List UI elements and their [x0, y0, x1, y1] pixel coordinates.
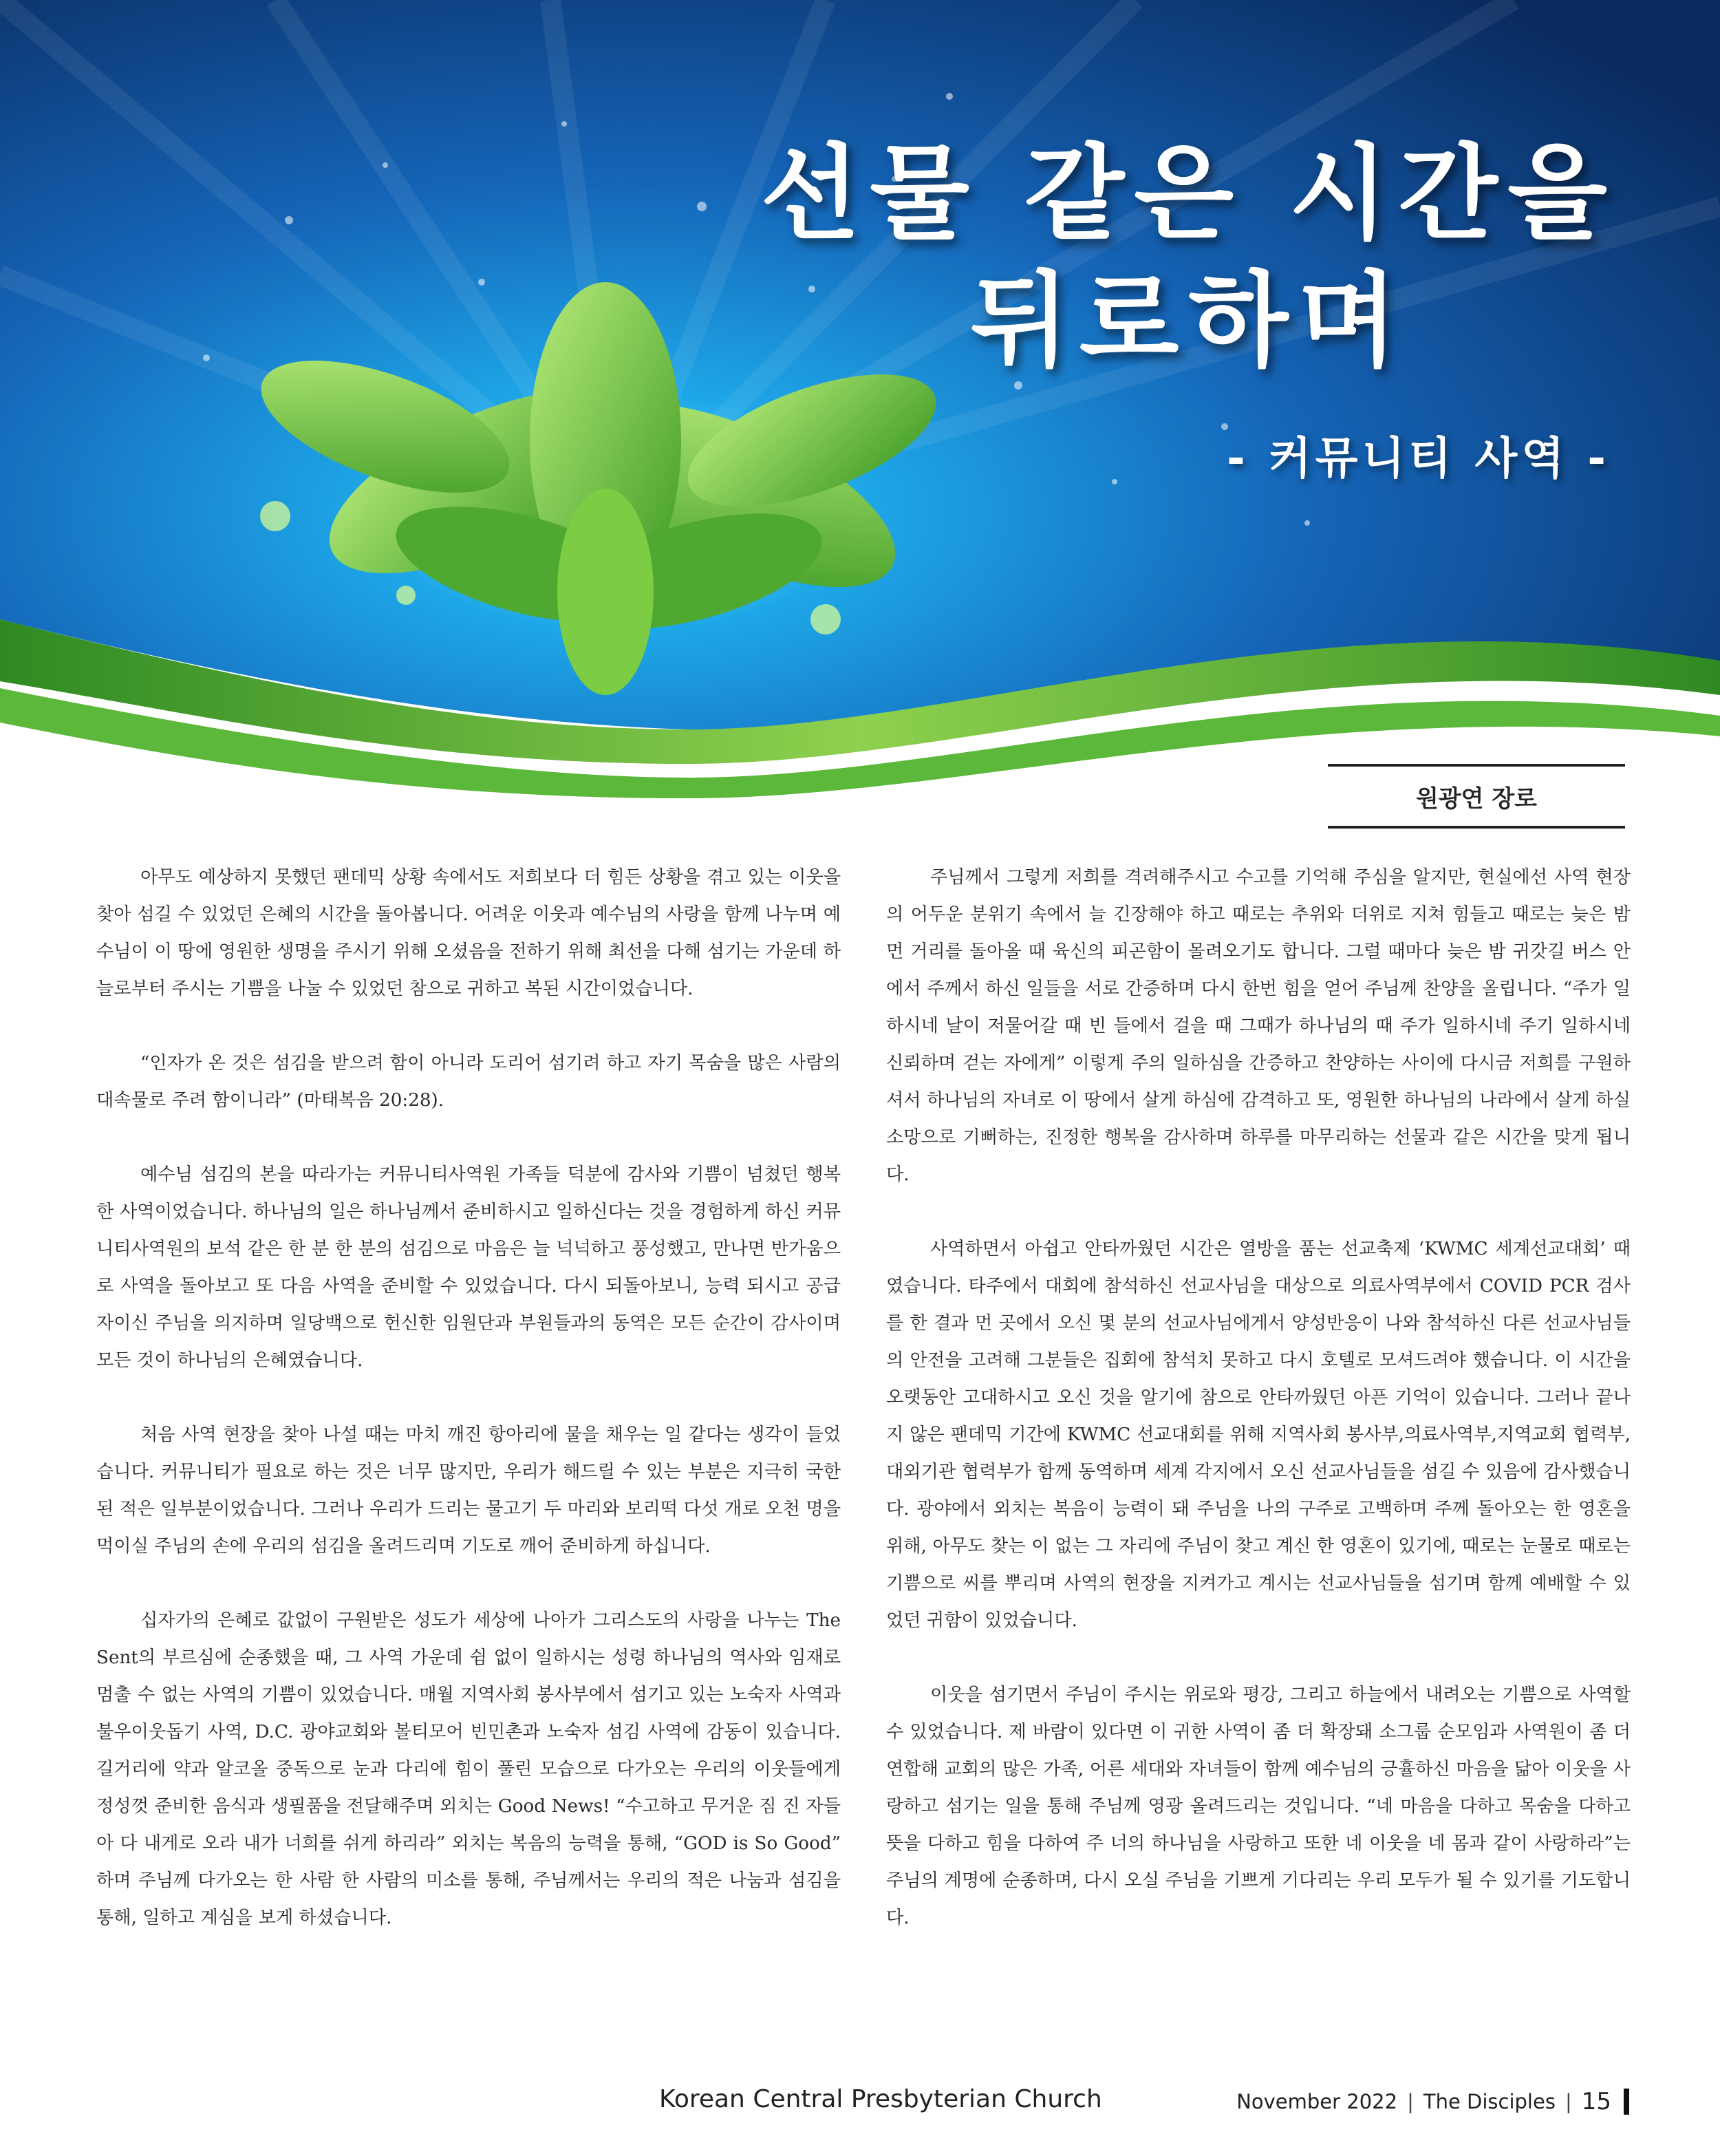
page-number: 15 [1581, 2088, 1611, 2115]
paragraph: 아무도 예상하지 못했던 팬데믹 상황 속에서도 저희보다 더 힘든 상황을 겪고 있는 이웃을 찾아 섬길 수 있었던 은혜의 시간을 돌아봅니다. 어려운 이웃과 예수님의 사랑을 함께 나누며 예수님이 이 땅에 영원한 생명을 주시기 위해 오셨음을 전하기 위해 최선을 다해 섬기는 가운데 하늘로부터 주시는 기쁨을 나눌 수 있었던 참으로 귀하고 복된 시간이었습니다. [96, 867, 841, 999]
footer-separator: | [1565, 2090, 1572, 2113]
right-column [886, 859, 1631, 1974]
page-marker-bar [1624, 2089, 1629, 2115]
article-subtitle: - 커뮤니티 사역 - [1227, 434, 1610, 484]
left-column [96, 859, 841, 1974]
author-name: 원광연 장로 [1415, 785, 1538, 813]
church-name: Korean Central Presbyterian Church [659, 2085, 1102, 2113]
title-line-2: 뒤로하며 [969, 262, 1408, 381]
paragraph: 사역하면서 아쉽고 안타까웠던 시간은 열방을 품는 선교축제 ‘KWMC 세계선교대회’ 때였습니다. 타주에서 대회에 참석하신 선교사님을 대상으로 의료사역부에서 COVID PCR 검사를 한 결과 먼 곳에서 오신 몇 분의 선교사님에게서 양성반응이 나와 참석하신 다른 선교사님들의 안전을 고려해 그분들은 집회에 참석치 못하고 다시 호텔로 모셔드려야 했습니다. 이 시간을 오랫동안 고대하시고 오신 것을 알기에 참으로 안타까웠던 아픈 기억이 있습니다. 그러나 끝나지 않은 팬데믹 기간에 KWMC 선교대회를 위해 지역사회 봉사부,의료사역부,지역교회 협력부,대외기관 협력부가 함께 동역하며 세계 각지에서 오신 선교사님들을 섬길 수 있음에 감사했습니다. 광야에서 외치는 복음이 능력이 돼 주님을 나의 구주로 고백하며 주께 돌아오는 한 영혼을 위해, 아무도 찾는 이 없는 그 자리에 주님이 찾고 계신 한 영혼이 있기에, 때로는 눈물로 때로는 기쁨으로 씨를 뿌리며 사역의 현장을 지켜가고 계시는 선교사님들을 섬기며 함께 예배할 수 있었던 귀함이 있었습니다. [886, 1239, 1631, 1631]
footer-meta [1236, 2088, 1629, 2115]
paragraph: 이웃을 섬기면서 주님이 주시는 위로와 평강, 그리고 하늘에서 내려오는 기쁨으로 사역할 수 있었습니다. 제 바람이 있다면 이 귀한 사역이 좀 더 확장돼 소그룹 순모임과 사역원이 좀 더 연합해 교회의 많은 가족, 어른 세대와 자녀들이 함께 예수님의 긍휼하신 마음을 닮아 이웃을 사랑하고 섬기는 일을 통해 주님께 영광 올려드리는 것입니다. “네 마음을 다하고 목숨을 다하고 뜻을 다하고 힘을 다하여 주 너의 하나님을 사랑하고 또한 네 이웃을 네 몸과 같이 사랑하라”는 주님의 계명에 순종하며, 다시 오실 주님을 기쁘게 기다리는 우리 모두가 될 수 있기를 기도합니다. [886, 1685, 1631, 1928]
paragraph: 주님께서 그렇게 저희를 격려해주시고 수고를 기억해 주심을 알지만, 현실에선 사역 현장의 어두운 분위기 속에서 늘 긴장해야 하고 때로는 추위와 더위로 지쳐 힘들고 때로는 늦은 밤 먼 거리를 돌아올 때 육신의 피곤함이 몰려오기도 합니다. 그럴 때마다 늦은 밤 귀갓길 버스 안에서 주께서 하신 일들을 서로 간증하며 다시 한번 힘을 얻어 주님께 찬양을 올립니다. “주가 일하시네 날이 저물어갈 때 빈 들에서 걸을 때 그때가 하나님의 때 주가 일하시네 주기 일하시네 신뢰하며 걷는 자에게” 이렇게 주의 일하심을 간증하고 찬양하는 사이에 다시금 저희를 구원하셔서 하나님의 자녀로 이 땅에서 살게 하심에 감격하고 또, 영원한 하나님의 나라에서 살게 하실 소망으로 기뻐하는, 진정한 행복을 감사하며 하루를 마무리하는 선물과 같은 시간을 맞게 됩니다. [886, 867, 1631, 1185]
article-title [760, 131, 1617, 385]
title-line-1: 선물 같은 시간을 [760, 134, 1617, 254]
footer-separator: | [1407, 2090, 1414, 2113]
paragraph: 처음 사역 현장을 찾아 나설 때는 마치 깨진 항아리에 물을 채우는 일 같다는 생각이 들었습니다. 커뮤니티가 필요로 하는 것은 너무 많지만, 우리가 해드릴 수 있는 부분은 지극히 국한된 적은 일부분이었습니다. 그러나 우리가 드리는 물고기 두 마리와 보리떡 다섯 개로 오천 명을 먹이실 주님의 손에 우리의 섬김을 올려드리며 기도로 깨어 준비하게 하십니다. [96, 1424, 841, 1557]
paragraph: “인자가 온 것은 섬김을 받으려 함이 아니라 도리어 섬기려 하고 자기 목숨을 많은 사람의 대속물로 주려 함이니라” (마태복음 20:28). [96, 1053, 841, 1111]
issue-date: November 2022 [1236, 2090, 1398, 2113]
hero-illustration [0, 0, 1720, 826]
paragraph: 십자가의 은혜로 값없이 구원받은 성도가 세상에 나아가 그리스도의 사랑을 나누는 The Sent의 부르심에 순종했을 때, 그 사역 가운데 쉼 없이 일하시는 성령 하나님의 역사와 임재로 멈출 수 없는 사역의 기쁨이 있었습니다. 매월 지역사회 봉사부에서 섬기고 있는 노숙자 사역과 불우이웃돕기 사역, D.C. 광야교회와 볼티모어 빈민촌과 노숙자 섬김 사역에 감동이 있습니다. 길거리에 약과 알코올 중독으로 눈과 다리에 힘이 풀린 모습으로 다가오는 우리의 이웃들에게 정성껏 준비한 음식과 생필품을 전달해주며 외치는 Good News! “수고하고 무거운 짐 진 자들아 다 내게로 오라 내가 너희를 쉬게 하리라” 외치는 복음의 능력을 통해, “GOD is So Good” 하며 주님께 다가오는 한 사람 한 사람의 미소를 통해, 주님께서는 우리의 적은 나눔과 섬김을 통해, 일하고 계심을 보게 하셨습니다. [96, 1610, 841, 1928]
paragraph: 예수님 섬김의 본을 따라가는 커뮤니티사역원 가족들 덕분에 감사와 기쁨이 넘쳤던 행복한 사역이었습니다. 하나님의 일은 하나님께서 준비하시고 일하신다는 것을 경험하게 하신 커뮤니티사역원의 보석 같은 한 분 한 분의 섬김으로 마음은 늘 넉넉하고 풍성했고, 만나면 반가움으로 사역을 돌아보고 또 다음 사역을 준비할 수 있었습니다. 다시 되돌아보니, 능력 되시고 공급자이신 주님을 의지하며 일당백으로 헌신한 임원단과 부원들과의 동역은 모든 순간이 감사이며 모든 것이 하나님의 은혜였습니다. [96, 1164, 841, 1371]
magazine-name: The Disciples [1423, 2090, 1556, 2113]
page-footer [0, 2085, 1720, 2120]
hero-banner [0, 0, 1720, 826]
author-box [1328, 764, 1625, 829]
